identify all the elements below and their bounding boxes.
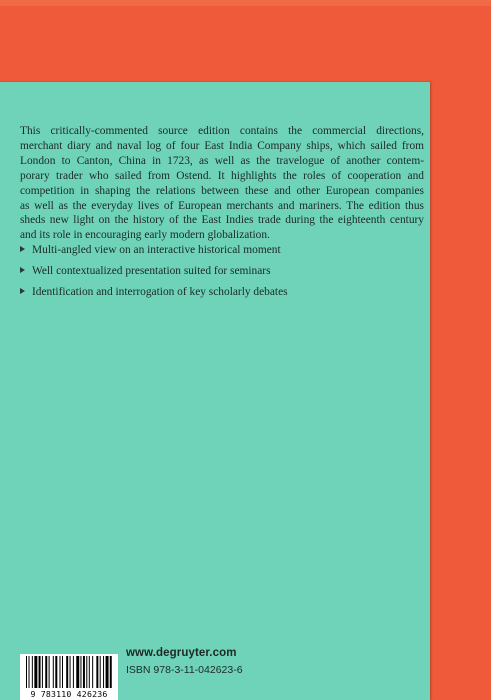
- barcode-bars: [26, 656, 112, 688]
- feature-list: [20, 243, 424, 306]
- barcode-digits: 9 783110 426236: [30, 689, 108, 699]
- triangle-bullet-icon: [20, 267, 25, 273]
- description-line: sheds new light on the history of the East Indies trade during the eighteenth century: [20, 214, 424, 227]
- isbn-text: ISBN 978-3-11-042623-6: [126, 664, 243, 676]
- description-line: porary trader who sailed from Ostend. It highlights the roles of cooperation and: [20, 169, 424, 182]
- feature-item: [20, 243, 424, 257]
- feature-item: [20, 285, 424, 299]
- description-line: and its role in encouraging early modern globalization.: [20, 229, 270, 242]
- feature-text: Identification and interrogation of key scholarly debates: [32, 286, 288, 298]
- triangle-bullet-icon: [20, 288, 25, 294]
- cover-edge: [0, 0, 491, 6]
- publisher-url[interactable]: www.degruyter.com: [126, 647, 237, 659]
- feature-text: Well contextualized presentation suited for seminars: [32, 265, 271, 277]
- book-description: [20, 124, 424, 243]
- description-line: as well as the everyday lives of European merchants and mariners. The edition thus: [20, 199, 424, 212]
- feature-text: Multi-angled view on an interactive historical moment: [32, 244, 281, 256]
- description-line: This critically-commented source edition contains the commercial directions,: [20, 125, 424, 137]
- isbn-barcode: [20, 654, 118, 700]
- triangle-bullet-icon: [20, 246, 25, 252]
- feature-item: [20, 264, 424, 278]
- description-line: competition in shaping the relations between these and other European companies: [20, 184, 424, 197]
- description-line: London to Canton, China in 1723, as well as the travelogue of another contem-: [20, 154, 424, 167]
- description-line: merchant diary and naval log of four East India Company ships, which sailed from: [20, 139, 424, 152]
- back-cover-panel: [0, 82, 430, 700]
